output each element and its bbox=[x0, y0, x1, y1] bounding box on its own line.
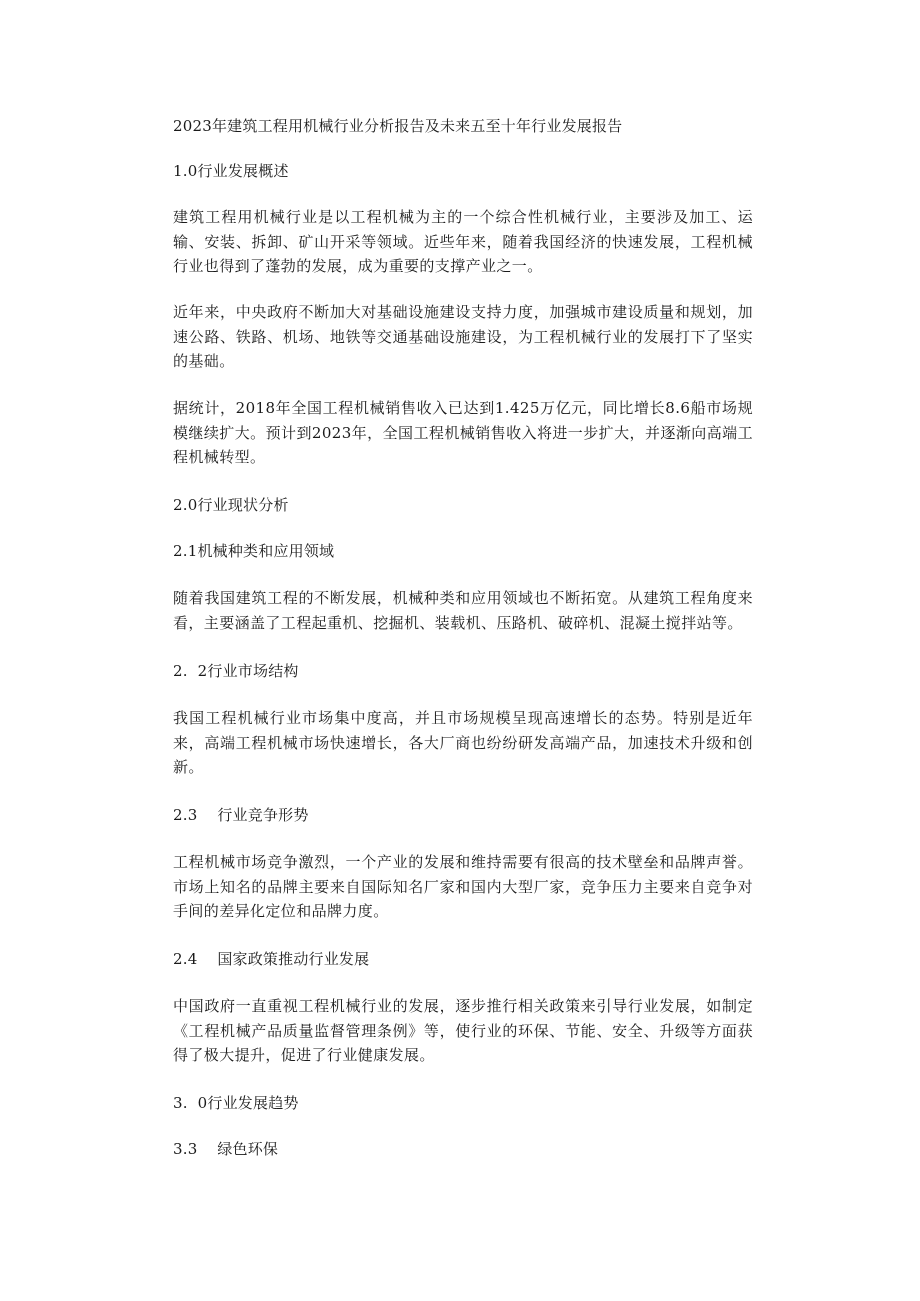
section-heading-1-0: 1.0行业发展概述 bbox=[173, 162, 289, 180]
section-heading-3-0: 3. 0行业发展趋势 bbox=[173, 1094, 299, 1112]
section-heading-2-1: 2.1机械种类和应用领域 bbox=[173, 542, 335, 560]
section-heading-3-3: 3.3 绿色环保 bbox=[173, 1140, 279, 1158]
paragraph-market-structure: 我国工程机械行业市场集中度高，并且市场规模呈现高速增长的态势。特别是近年来，高端工程机械市场快速增长，各大厂商也纷纷研发高端产品，加速技术升级和创新。 bbox=[173, 709, 753, 776]
paragraph-overview-1: 建筑工程用机械行业是以工程机械为主的一个综合性机械行业，主要涉及加工、运输、安装、拆卸、矿山开采等领域。近些年来，随着我国经济的快速发展，工程机械行业也得到了蓬勃的发展，成为重要的支撑产业之一。 bbox=[173, 208, 753, 275]
paragraph-overview-2: 近年来，中央政府不断加大对基础设施建设支持力度，加强城市建设质量和规划，加速公路、铁路、机场、地铁等交通基础设施建设，为工程机械行业的发展打下了坚实的基础。 bbox=[173, 303, 753, 370]
paragraph-overview-3: 据统计，2018年全国工程机械销售收入已达到1.425万亿元，同比增长8.6船市场规模继续扩大。预计到2023年，全国工程机械销售收入将进一步扩大，并逐渐向高端工程机械转型。 bbox=[173, 399, 753, 466]
section-heading-2-2: 2. 2行业市场结构 bbox=[173, 662, 299, 680]
section-heading-2-0: 2.0行业现状分析 bbox=[173, 496, 289, 514]
document-title: 2023年建筑工程用机械行业分析报告及未来五至十年行业发展报告 bbox=[173, 117, 623, 135]
section-heading-2-3: 2.3 行业竞争形势 bbox=[173, 806, 309, 824]
paragraph-policy: 中国政府一直重视工程机械行业的发展，逐步推行相关政策来引导行业发展，如制定《工程机械产品质量监督管理条例》等，使行业的环保、节能、安全、升级等方面获得了极大提升，促进了行业健康发展。 bbox=[173, 997, 753, 1064]
paragraph-competition: 工程机械市场竞争激烈，一个产业的发展和维持需要有很高的技术壁垒和品牌声誉。市场上知名的品牌主要来自国际知名厂家和国内大型厂家，竞争压力主要来自竞争对手间的差异化定位和品牌力度。 bbox=[173, 853, 753, 920]
section-heading-2-4: 2.4 国家政策推动行业发展 bbox=[173, 950, 370, 968]
paragraph-machinery-types: 随着我国建筑工程的不断发展，机械种类和应用领域也不断拓宽。从建筑工程角度来看，主要涵盖了工程起重机、挖掘机、装载机、压路机、破碎机、混凝土搅拌站等。 bbox=[173, 589, 753, 632]
